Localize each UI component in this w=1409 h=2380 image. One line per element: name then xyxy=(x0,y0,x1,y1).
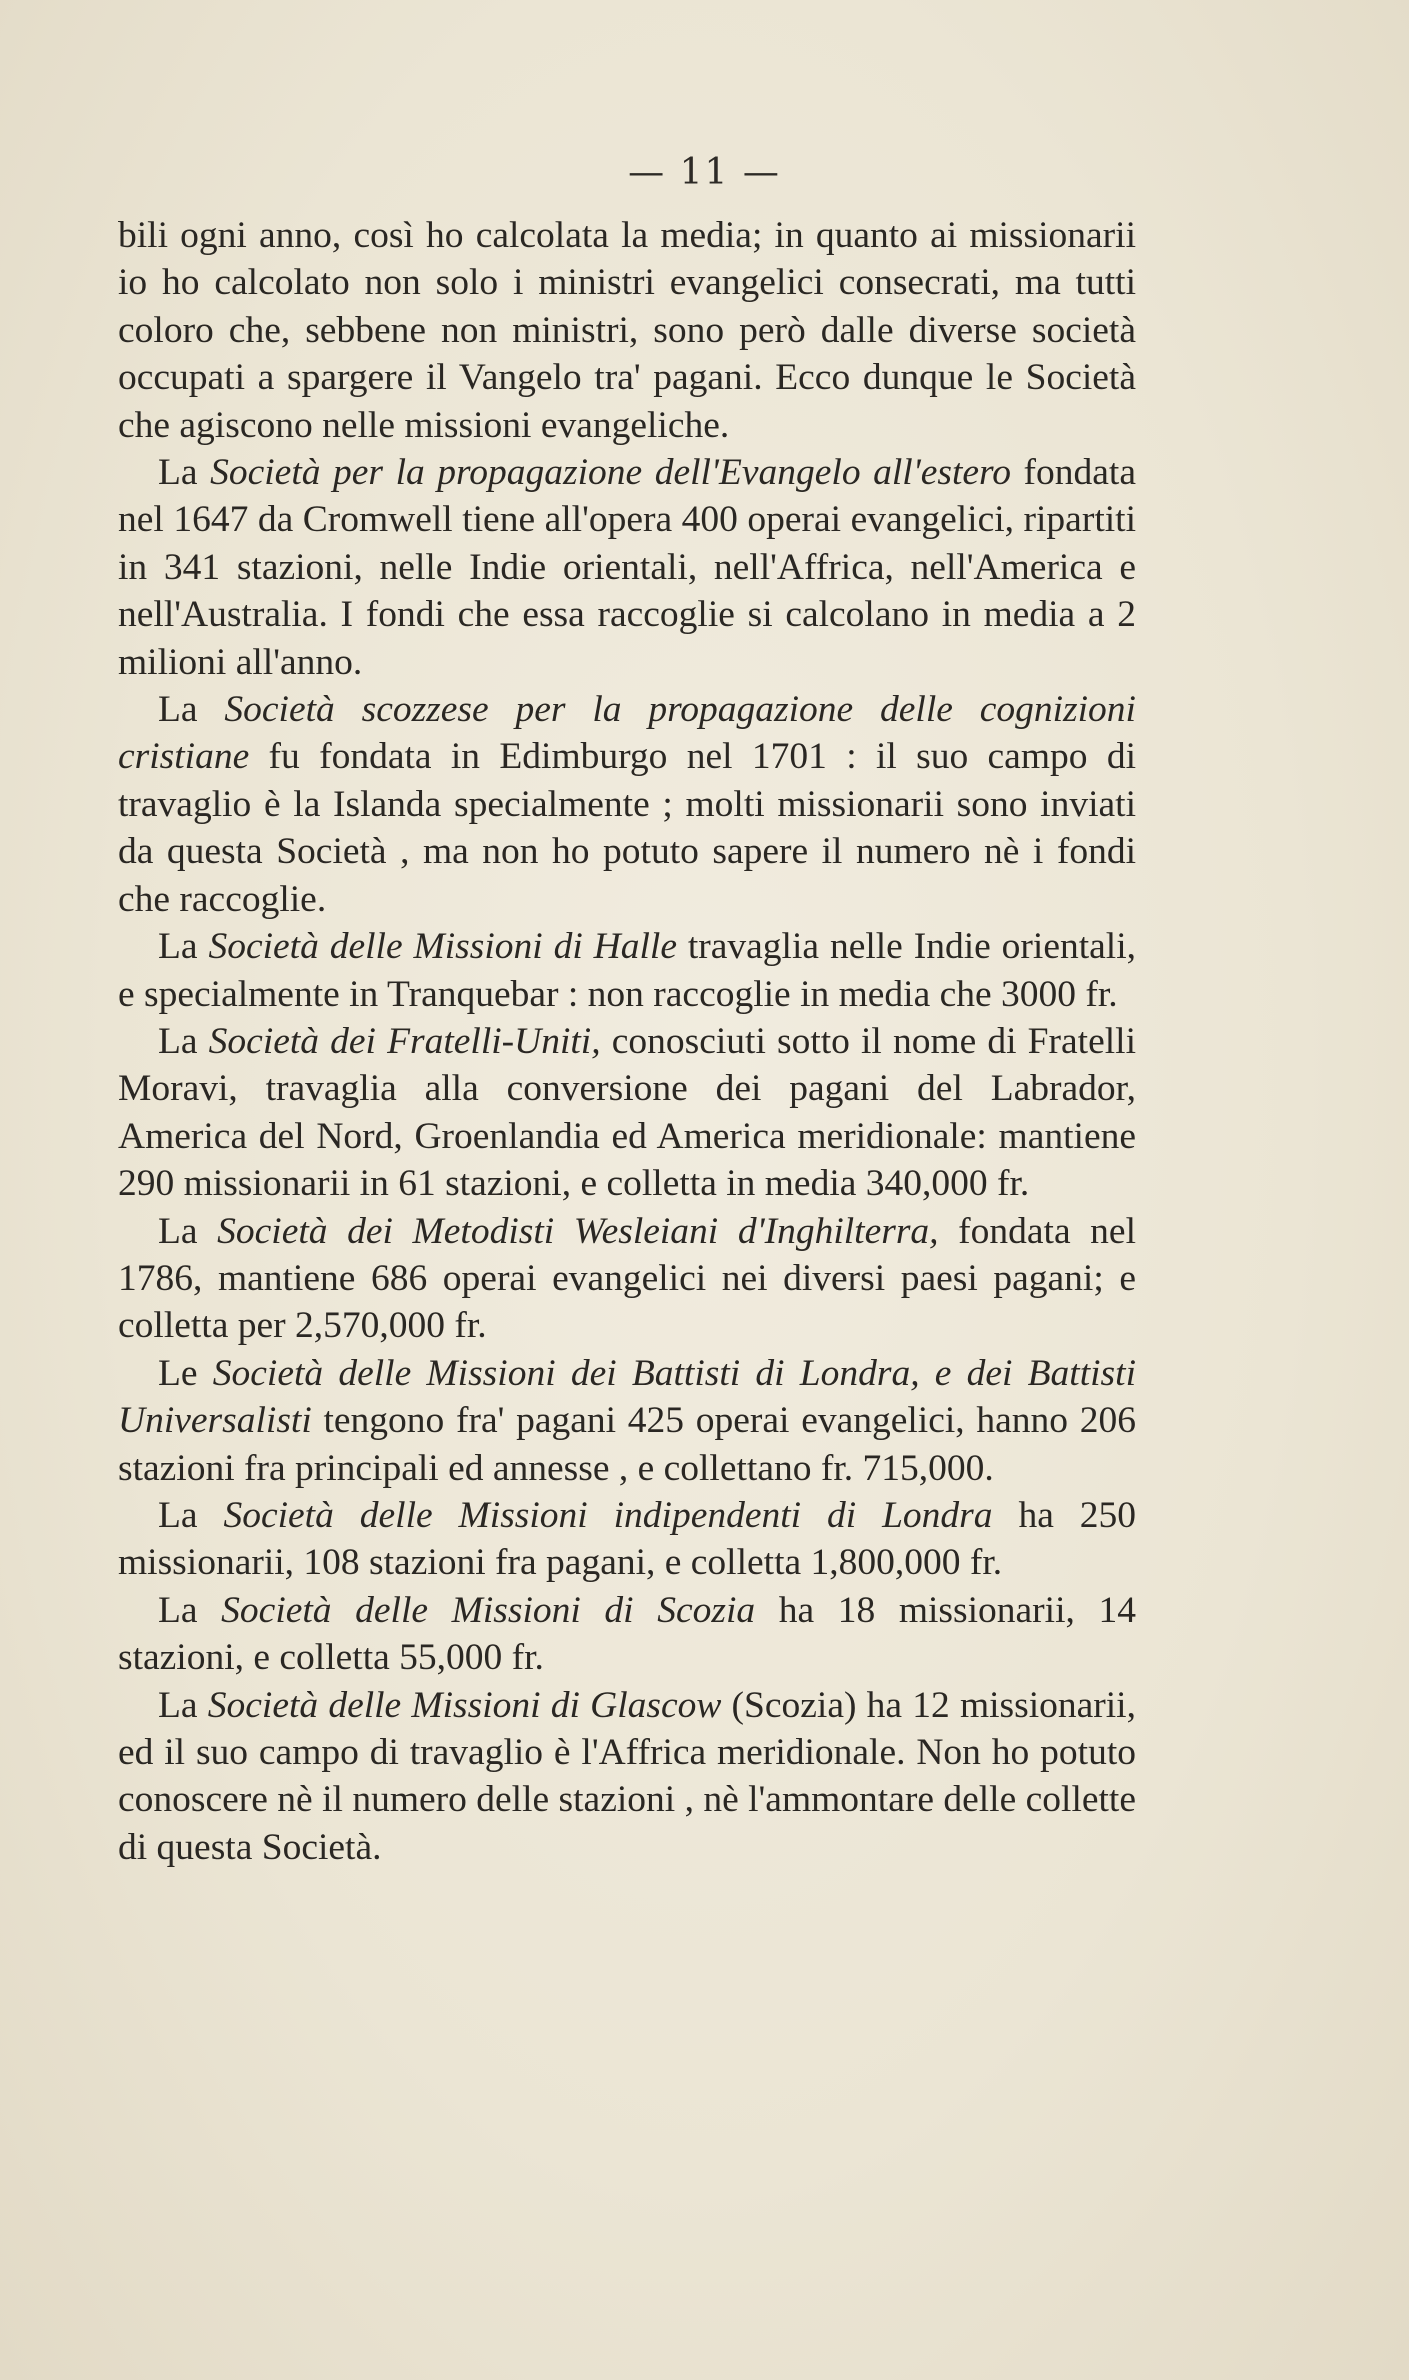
paragraph-text: La xyxy=(158,1684,208,1726)
paragraph-text: La xyxy=(158,689,225,731)
paragraph-text: ha 18 missionarii, 14 stazioni, e colletta 55,000 fr. xyxy=(118,1589,1136,1679)
society-name: Società dei Metodisti Wesleiani d'Inghilterra, xyxy=(217,1210,939,1252)
society-name: Società dei Fratelli-Uniti, xyxy=(208,1020,601,1062)
paragraph-fratelli xyxy=(118,1018,1136,1208)
paragraph-text: La xyxy=(158,926,209,968)
paragraph-text: fondata nel 1647 da Cromwell tiene all'opera 400 operai evangelici, ripartiti in 341 stazioni, nelle Indie orientali, nell'Affrica, nell'America e nell'Australia. I fondi che essa raccoglie si calcolano in media a 2 milioni all'anno. xyxy=(118,452,1136,683)
paragraph-text: La xyxy=(158,1589,222,1631)
society-name: Società delle Missioni dei Battisti di Londra, e dei Battisti Universalisti xyxy=(118,1352,1136,1442)
paragraph-text: conosciuti sotto il nome di Fratelli Moravi, travaglia alla conversione dei pagani del Labrador, America del Nord, Groenlandia ed America meridionale: mantiene 290 missionarii in 61 stazioni, e colletta in media 340,000 fr. xyxy=(118,1020,1136,1205)
paragraph-text: fu fondata in Edimburgo nel 1701 : il suo campo di travaglio è la Islanda specialmente ; molti missionarii sono inviati da questa Società , ma non ho potuto sapere il numero nè i fondi che raccoglie. xyxy=(118,736,1136,920)
paragraph-text: La xyxy=(158,1210,218,1252)
body-text xyxy=(118,212,1136,1871)
paragraph-intro xyxy=(118,212,1136,449)
paragraph-text: travaglia nelle Indie orientali, e specialmente in Tranquebar : non raccoglie in media che 3000 fr. xyxy=(118,926,1136,1015)
society-name: Società delle Missioni di Scozia xyxy=(221,1589,756,1631)
page-number: — 11 — xyxy=(628,152,781,193)
society-name: Società delle Missioni di Halle xyxy=(208,926,677,968)
paragraph-text: (Scozia) ha 12 missionarii, ed il suo campo di travaglio è l'Affrica meridionale. Non ho potuto conoscere nè il numero delle stazioni , nè l'ammontare delle collette di questa Società. xyxy=(118,1684,1136,1868)
society-name: Società delle Missioni indipendenti di Londra xyxy=(223,1494,993,1536)
paragraph-estero xyxy=(118,449,1136,686)
paragraph-text: ha 250 missionarii, 108 stazioni fra pagani, e colletta 1,800,000 fr. xyxy=(118,1494,1136,1584)
paragraph-text: La xyxy=(158,452,211,494)
paragraph-battisti xyxy=(118,1350,1136,1492)
paragraph-metodisti xyxy=(118,1208,1136,1350)
paragraph-glascow xyxy=(118,1682,1136,1872)
paragraph-londra xyxy=(118,1492,1136,1587)
paragraph-text: Le xyxy=(158,1352,213,1394)
society-name: Società per la propagazione dell'Evangelo all'estero xyxy=(210,452,1011,494)
paragraph-text: fondata nel 1786, mantiene 686 operai evangelici nei diversi paesi pagani; e colletta per 2,570,000 fr. xyxy=(118,1210,1136,1347)
paragraph-text: tengono fra' pagani 425 operai evangelici, hanno 206 stazioni fra principali ed annesse , e collettano fr. 715,000. xyxy=(118,1400,1136,1489)
paragraph-scozia xyxy=(118,1587,1136,1682)
paragraph-text: bili ogni anno, così ho calcolata la media; in quanto ai missionarii io ho calcolato non solo i ministri evangelici consecrati, ma tutti coloro che, sebbene non ministri, sono però dalle diverse società occupati a spargere il Vangelo tra' pagani. Ecco dunque le Società che agiscono nelle missioni evangeliche. xyxy=(118,215,1136,446)
society-name: Società delle Missioni di Glascow xyxy=(207,1684,722,1726)
paragraph-halle xyxy=(118,923,1136,1018)
paragraph-text: La xyxy=(158,1494,224,1536)
society-name: Società scozzese per la propagazione delle cognizioni cristiane xyxy=(118,689,1136,778)
paragraph-text: La xyxy=(158,1020,209,1062)
paragraph-scozzese xyxy=(118,686,1136,923)
